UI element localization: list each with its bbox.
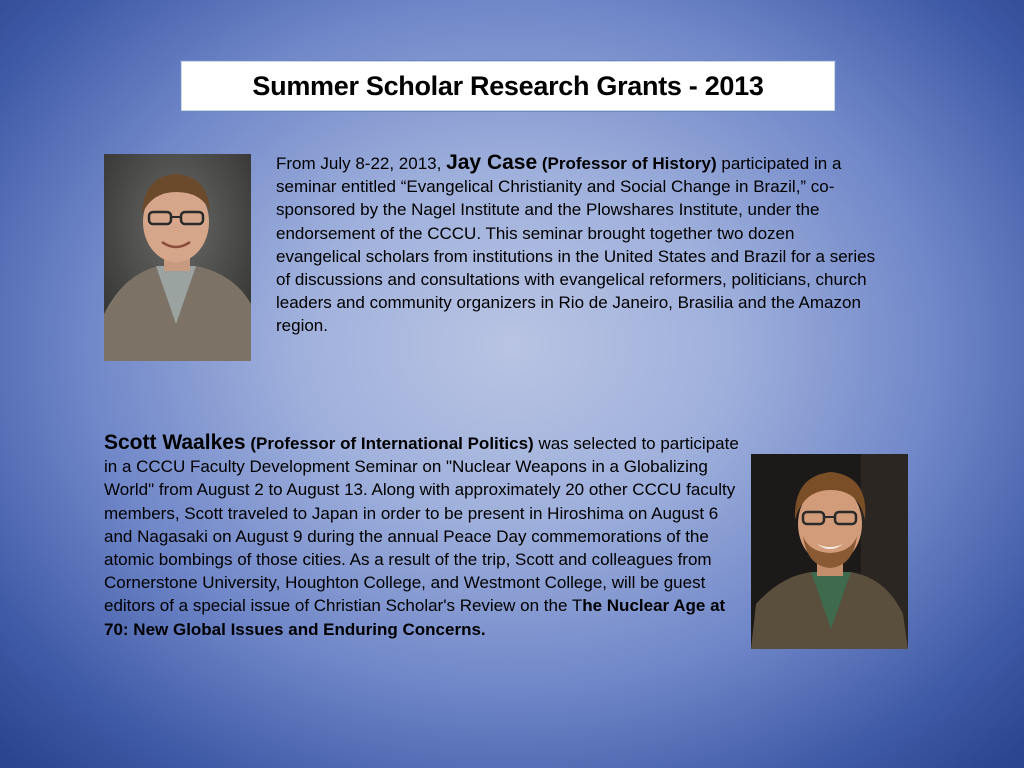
jay-case-name: Jay Case xyxy=(446,151,538,174)
jay-case-role: (Professor of History) xyxy=(541,154,717,173)
scott-waalkes-body: was selected to participate in a CCCU Faculty Development Seminar on "Nuclear Weapons in a Globalizing World" from August 2 to August 13. Along with approximately 20 other CCCU faculty members, Scott traveled to Japan in order to be present in Hiroshima on August 6 and Nagasaki on August 9 during the annual Peace Day commemorations of the atomic bombings of those cities. As a result of the trip, Scott and colleagues from Cornerstone University, Houghton College, and Westmont College, will be guest editors of a special issue of Christian Scholar's Review on the T xyxy=(104,434,739,616)
portrait-jay-case xyxy=(104,154,251,361)
jay-case-intro: From July 8-22, 2013, xyxy=(276,154,447,173)
jay-case-paragraph xyxy=(276,151,876,338)
scott-waalkes-paragraph xyxy=(104,431,740,641)
slide-title: Summer Scholar Research Grants - 2013 xyxy=(252,70,764,101)
jay-case-body: participated in a seminar entitled “Evangelical Christianity and Social Change in Brazil,” co-sponsored by the Nagel Institute and the Plowshares Institute, under the endorsement of the CCCU. This seminar brought together two dozen evangelical scholars from institutions in the United States and Brazil for a series of discussions and consultations with evangelical reformers, politicians, church leaders and community organizers in Rio de Janeiro, Brasilia and the Amazon region. xyxy=(276,154,876,336)
scott-waalkes-name: Scott Waalkes xyxy=(104,431,246,454)
title-box xyxy=(180,60,836,112)
scott-waalkes-role: (Professor of International Politics) xyxy=(250,434,534,453)
portrait-scott-waalkes xyxy=(751,454,908,649)
scott-waalkes-issue-title: he Nuclear Age at 70: New Global Issues and Enduring Concerns. xyxy=(104,596,726,639)
